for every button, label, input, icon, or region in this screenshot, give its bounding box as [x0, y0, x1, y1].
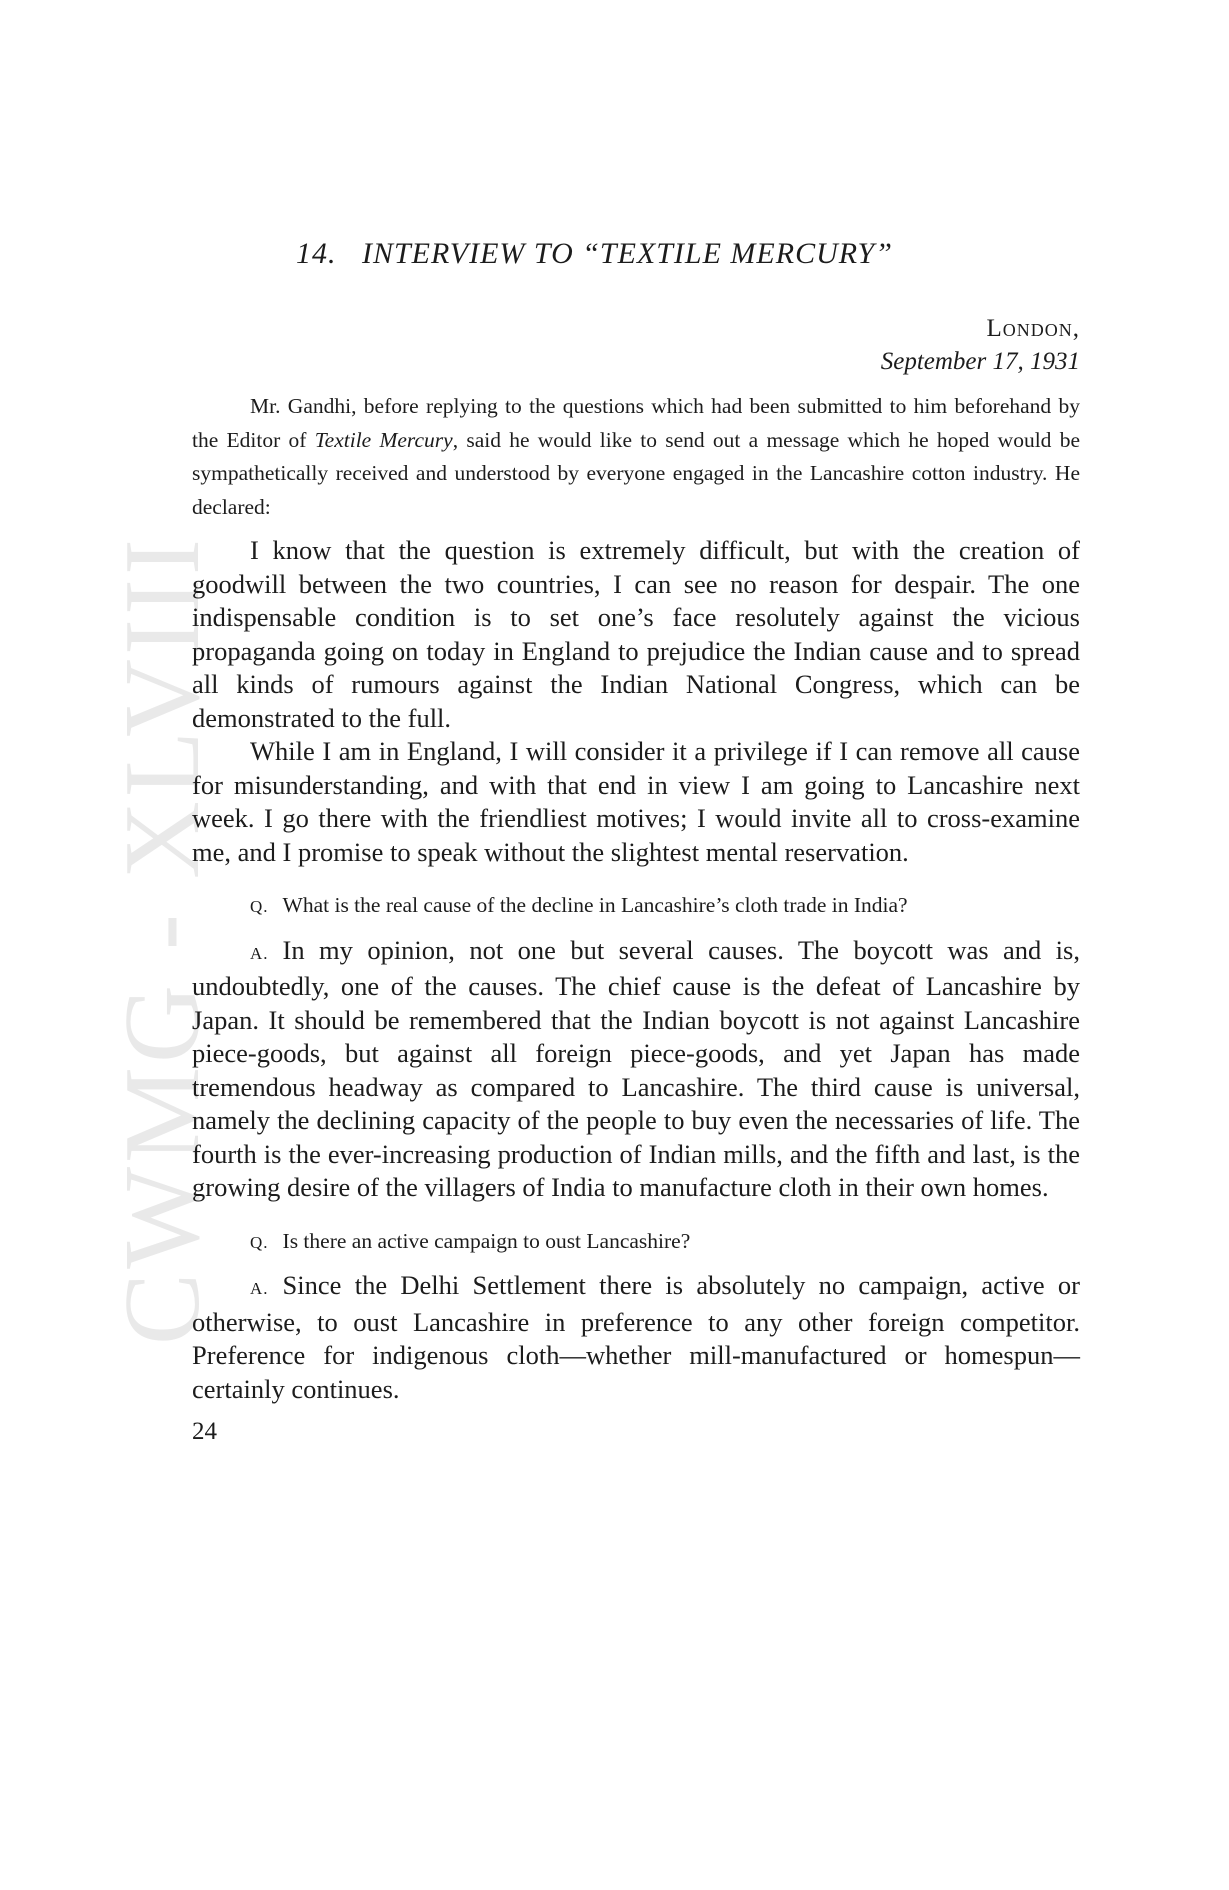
dateline — [192, 312, 1080, 378]
answer-mark-label: A. — [250, 943, 269, 963]
answer-mark-label: A. — [250, 1279, 269, 1298]
message-paragraph: While I am in England, I will consider it a privilege if I can remove all cause for misunderstanding, and with that end in view I am going to Lancashire next week. I go there with the friendliest motives; I would invite all to cross-examine me, and I promise to speak without the slightest mental reservation. — [192, 736, 1080, 867]
intro-publication: Textile Mercury — [314, 427, 453, 452]
message-paragraph: I know that the question is extremely difficult, but with the creation of goodwill between the two countries, I can see no reason for despair. The one indispensable condition is to set one’s face resolutely against the vicious propaganda going on today in England to prejudice the Indian cause and to spread all kinds of rumours against the Indian National Congress, which can be demonstrated to the full. — [192, 535, 1080, 733]
answer-text: In my opinion, not one but several causes. The boycott was and is, undoubtedly, one of the causes. The chief cause is the defeat of Lancashire by Japan. It should be remembered that the Indian boycott is not against Lancashire piece-goods, but against all foreign piece-goods, and yet Japan has made tremendous headway as compared to Lancashire. The third cause is universal, namely the declining capacity of the people to buy even the necessaries of life. The fourth is the ever-increasing production of Indian mills, and the fifth and last, is the growing desire of the villagers of India to manufacture cloth in their own homes. — [192, 934, 1080, 1202]
intro-text-1: Mr. Gandhi, before replying to the questions which had been submitted to him beforehand by the Editor of — [192, 394, 1080, 452]
answer-text: Since the Delhi Settlement there is absolutely no campaign, active or otherwise, to oust Lancashire in preference to any other foreign competitor. Preference for indigenous cloth—whether mill-manufactured or homespun—certainly continues. — [192, 1270, 1080, 1404]
question-text: Is there an active campaign to oust Lancashire? — [282, 1228, 691, 1253]
intro-paragraph — [192, 390, 1080, 524]
dateline-date: September 17, 1931 — [880, 348, 1080, 375]
page-number: 24 — [192, 1418, 217, 1445]
question-mark-label: Q. — [250, 1232, 269, 1252]
intro-text-2: , said he would like to send out a message which he hoped would be sympathetically received and understood by everyone engaged in the Lancashire cotton industry. He declared: — [192, 427, 1080, 519]
question-text: What is the real cause of the decline in Lancashire’s cloth trade in India? — [282, 893, 908, 917]
watermark-text: CWMG - XLVIII — [103, 535, 222, 1345]
question — [192, 889, 1080, 924]
answer — [192, 934, 1080, 1205]
answer — [192, 1269, 1080, 1406]
page-content — [192, 236, 1080, 1448]
dateline-place: London, — [986, 315, 1080, 342]
page-title — [296, 236, 1080, 272]
question — [192, 1225, 1080, 1260]
title-text: INTERVIEW TO “TEXTILE MERCURY” — [362, 237, 893, 270]
question-mark-label: Q. — [250, 897, 269, 916]
title-number: 14. — [296, 237, 337, 270]
